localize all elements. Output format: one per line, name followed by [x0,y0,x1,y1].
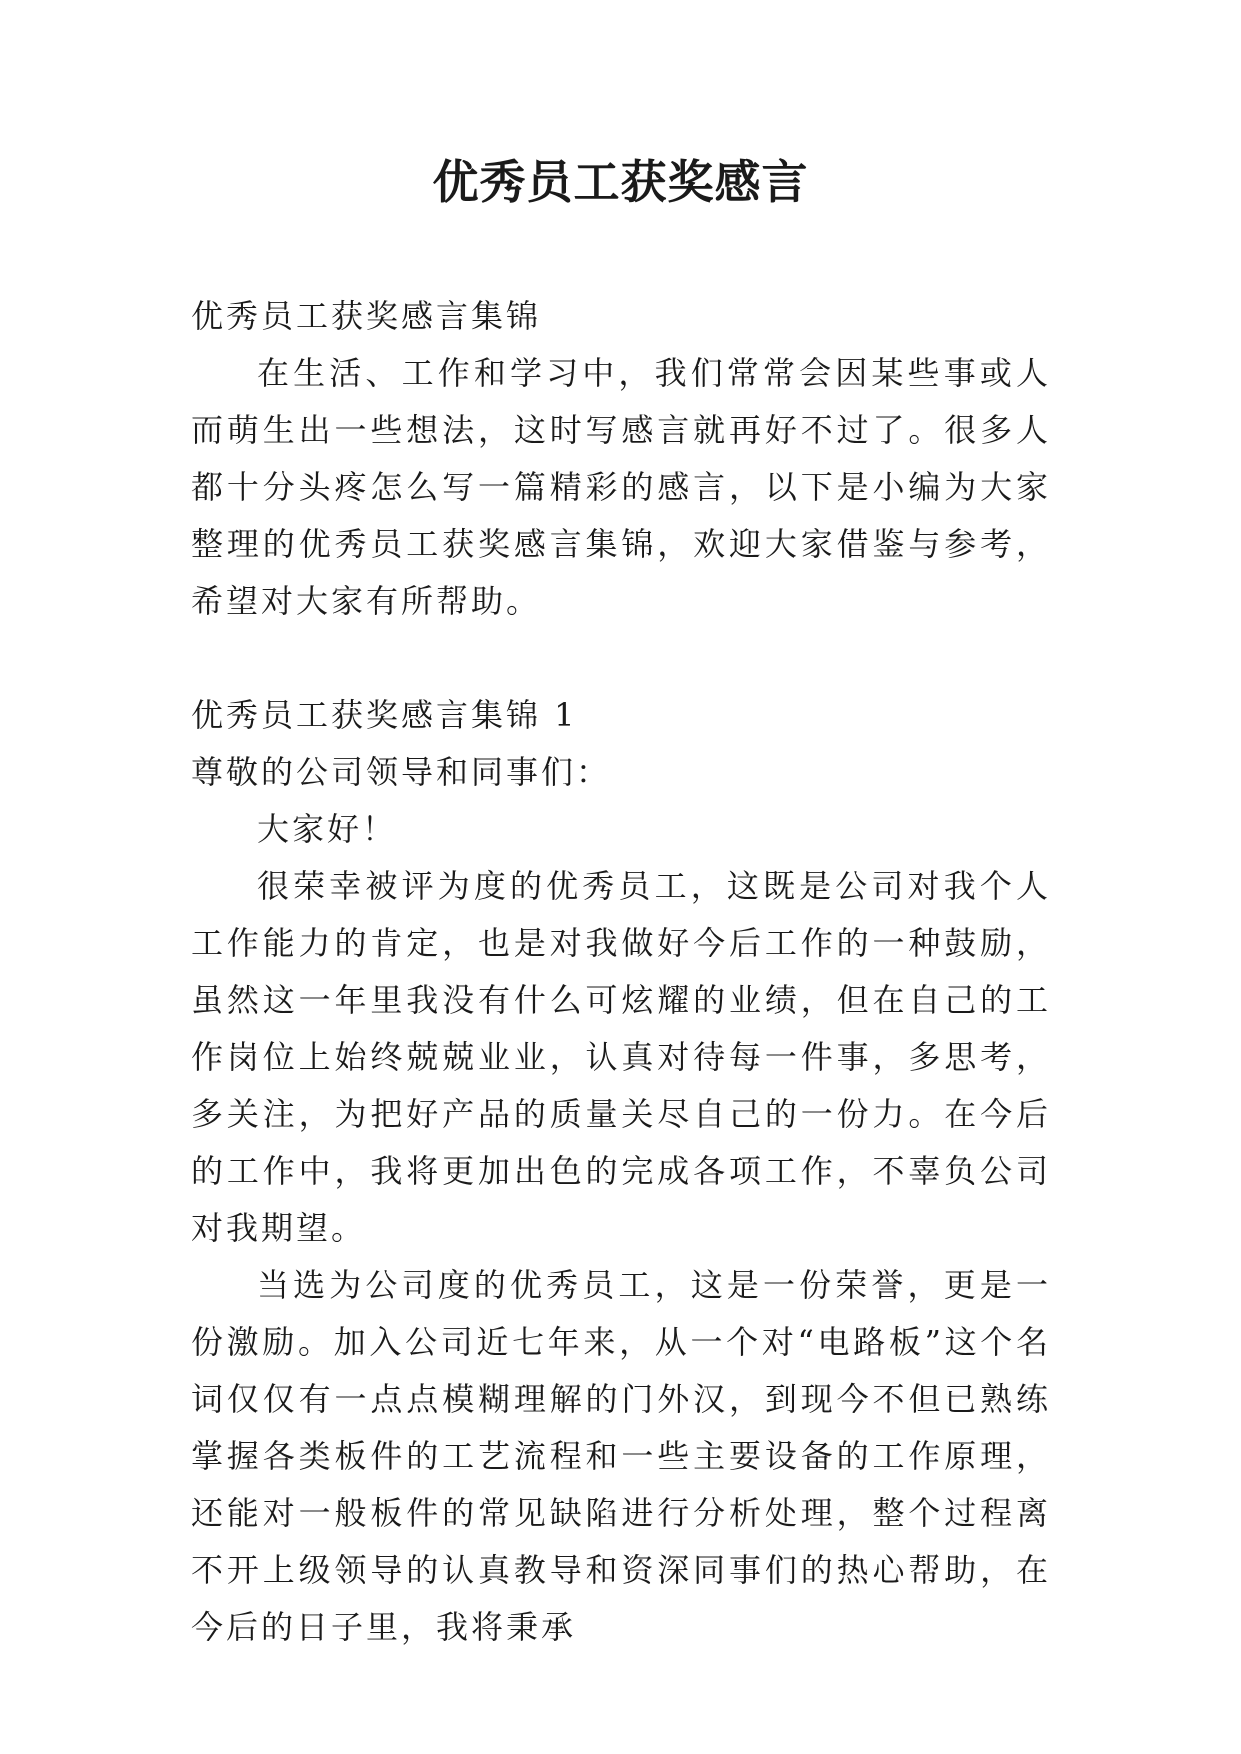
salutation: 尊敬的公司领导和同事们： [191,753,612,791]
greeting: 大家好！ [257,810,398,848]
body-paragraph-1: 很荣幸被评为度的优秀员工，这既是公司对我个人工作能力的肯定，也是对我做好今后工作的一种鼓励，虽然这一年里我没有什么可炫耀的业绩，但在自己的工作岗位上始终兢兢业业，认真对待每一件事，多思考，多关注，为把好产品的质量关尽自己的一份力。在今后的工作中，我将更加出色的完成各项工作，不辜负公司对我期望。 [191,867,1051,1247]
section-heading: 优秀员工获奖感言集锦 1 [191,696,578,734]
body-paragraph-2: 当选为公司度的优秀员工，这是一份荣誉，更是一份激励。加入公司近七年来，从一个对“电路板”这个名词仅仅有一点点模糊理解的门外汉，到现今不但已熟练掌握各类板件的工艺流程和一些主要设备的工作原理，还能对一般板件的常见缺陷进行分析处理，整个过程离不开上级领导的认真教导和资深同事们的热心帮助，在今后的日子里，我将秉承 [191,1266,1051,1646]
collection-heading: 优秀员工获奖感言集锦 [191,297,542,335]
document-body [191,288,1051,1656]
paragraph-gap [191,630,1051,687]
document-title: 优秀员工获奖感言 [432,155,809,209]
intro-paragraph: 在生活、工作和学习中，我们常常会因某些事或人而萌生出一些想法，这时写感言就再好不过了。很多人都十分头疼怎么写一篇精彩的感言，以下是小编为大家整理的优秀员工获奖感言集锦，欢迎大家借鉴与参考，希望对大家有所帮助。 [191,354,1051,620]
